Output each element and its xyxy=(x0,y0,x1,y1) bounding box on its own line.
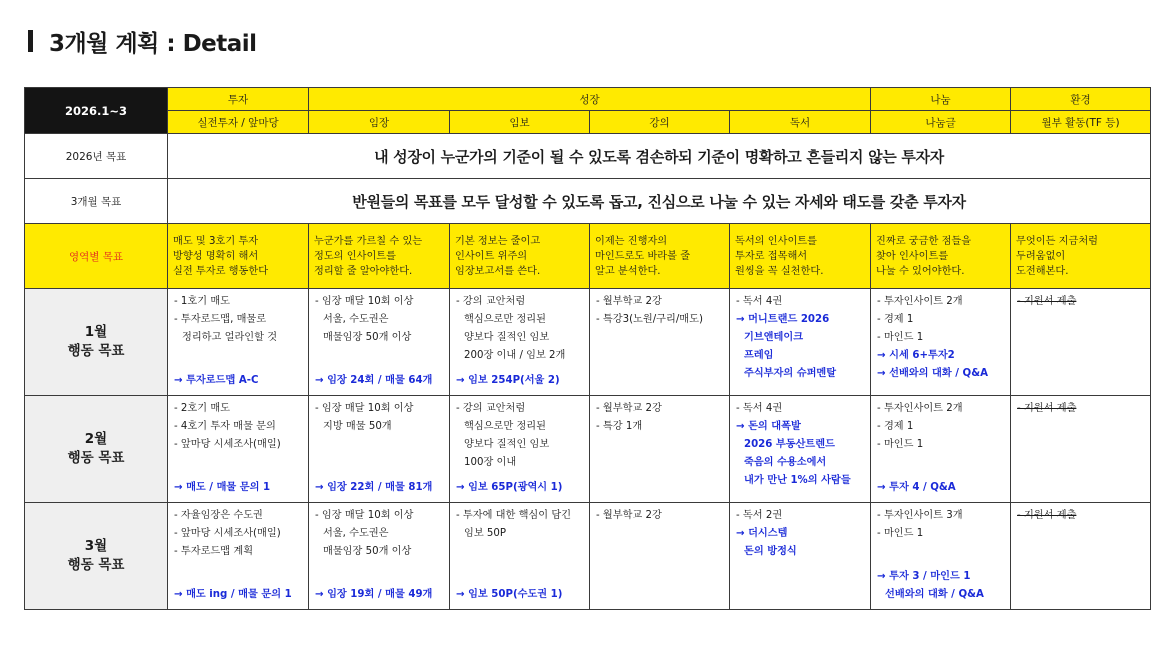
action-cell xyxy=(168,289,309,396)
area-goal-line: 찾아 인사이트를 xyxy=(876,250,949,262)
month-row-jan xyxy=(25,289,1151,396)
action-result-line: 내가 만난 1%의 사람들 xyxy=(744,475,851,486)
quarter-goal-label: 3개월 목표 xyxy=(25,179,168,224)
area-goal-line: 알고 분석한다. xyxy=(595,265,661,277)
action-line: - 강의 교안처럼 xyxy=(456,403,526,414)
action-cell xyxy=(1011,396,1151,503)
action-cell xyxy=(450,503,590,610)
action-cell xyxy=(730,503,871,610)
action-result: → 매도 / 매물 문의 1 xyxy=(174,482,271,493)
month-label-cell xyxy=(25,289,168,396)
action-line: - 1호기 매도 xyxy=(174,296,230,307)
subcategory-lecture: 강의 xyxy=(590,111,730,134)
area-goal-row xyxy=(25,224,1151,289)
action-line: - 투자인사이트 2개 xyxy=(877,403,963,414)
month-name: 3월 xyxy=(84,538,108,554)
action-line: 양보다 질적인 임보 xyxy=(464,439,550,450)
area-goal-cell xyxy=(1011,224,1151,289)
action-line: 핵심으로만 정리된 xyxy=(464,421,546,432)
action-line: - 특강3(노원/구리/매도) xyxy=(596,314,703,325)
area-goal-line: 도전해본다. xyxy=(1016,265,1069,277)
subcategory-sharing: 나눔글 xyxy=(871,111,1011,134)
action-result-line: 프레임 xyxy=(744,350,774,361)
month-label-cell xyxy=(25,396,168,503)
action-result-line: 기브앤테이크 xyxy=(744,332,804,343)
action-line: 핵심으로만 정리된 xyxy=(464,314,546,325)
month-name: 2월 xyxy=(84,431,108,447)
action-line: - 임장 매달 10회 이상 xyxy=(315,510,414,521)
area-goal-line: 독서의 인사이트를 xyxy=(735,235,817,247)
page-title: 3개월 계획 : Detail xyxy=(49,30,257,57)
month-row-feb xyxy=(25,396,1151,503)
action-cell xyxy=(450,396,590,503)
month-name: 1월 xyxy=(84,324,108,340)
action-line: - 투자에 대한 핵심이 담긴 xyxy=(456,510,572,521)
area-goal-line: 기본 정보는 줄이고 xyxy=(455,235,541,247)
action-line: - 경제 1 xyxy=(877,314,914,325)
action-line: - 마인드 1 xyxy=(877,332,924,343)
title-accent-bar xyxy=(28,30,33,52)
action-result: → 임보 50P(수도권 1) xyxy=(456,589,563,600)
action-result-block xyxy=(877,568,984,604)
action-line: - 마인드 1 xyxy=(877,439,924,450)
action-cell xyxy=(168,503,309,610)
action-result: → 임보 65P(광역시 1) xyxy=(456,482,563,493)
action-line: - 앞마당 시세조사(매일) xyxy=(174,439,281,450)
action-cell xyxy=(590,289,730,396)
action-line: - 강의 교안처럼 xyxy=(456,296,526,307)
action-line: - 2호기 매도 xyxy=(174,403,230,414)
action-cell xyxy=(871,503,1011,610)
action-result-line: → 머니트랜드 2026 xyxy=(736,314,830,325)
year-goal-label: 2026년 목표 xyxy=(25,134,168,179)
subcategory-imbo: 임보 xyxy=(450,111,590,134)
month-action-label: 행동 목표 xyxy=(67,343,125,359)
action-line: 임보 50P xyxy=(464,528,507,539)
month-row-mar xyxy=(25,503,1151,610)
action-cell xyxy=(1011,289,1151,396)
area-goal-line: 무엇이든 지금처럼 xyxy=(1016,235,1099,247)
area-goal-cell xyxy=(590,224,730,289)
action-result-line: 선배와의 대화 / Q&A xyxy=(885,589,984,600)
action-result-line: → 시세 6+투자2 xyxy=(877,350,955,361)
action-line: 정리하고 얼라인할 것 xyxy=(182,332,278,343)
area-goal-cell xyxy=(168,224,309,289)
action-line: - 지원서 제출 xyxy=(1017,296,1077,307)
action-cell xyxy=(168,396,309,503)
action-cell xyxy=(871,396,1011,503)
area-goal-line: 인사이트 위주의 xyxy=(455,250,528,262)
area-goal-cell xyxy=(309,224,450,289)
subcategory-activity: 월부 활동(TF 등) xyxy=(1011,111,1151,134)
action-line: - 월부학교 2강 xyxy=(596,403,662,414)
action-result-line: → 투자 3 / 마인드 1 xyxy=(877,571,971,582)
action-line: 서울, 수도권은 xyxy=(323,528,389,539)
subcategory-invest: 실전투자 / 앞마당 xyxy=(168,111,309,134)
action-result: → 투자로드맵 A-C xyxy=(174,375,259,386)
action-line: 매물임장 50개 이상 xyxy=(323,546,412,557)
area-goal-line: 나눌 수 있어야한다. xyxy=(876,265,965,277)
area-goal-line: 매도 및 3호기 투자 xyxy=(173,235,259,247)
year-goal-row xyxy=(25,134,1151,179)
action-cell xyxy=(309,503,450,610)
action-cell xyxy=(730,289,871,396)
action-cell xyxy=(871,289,1011,396)
action-line: - 월부학교 2강 xyxy=(596,296,662,307)
action-line: - 앞마당 시세조사(매일) xyxy=(174,528,281,539)
year-goal-text: 내 성장이 누군가의 기준이 될 수 있도록 겸손하되 기준이 명확하고 흔들리지 않는 투자자 xyxy=(168,134,1151,179)
action-line: - 투자로드맵, 매물로 xyxy=(174,314,267,325)
action-line: - 독서 4권 xyxy=(736,403,783,414)
area-goal-line: 임장보고서를 쓴다. xyxy=(455,265,541,277)
category-share: 나눔 xyxy=(871,88,1011,111)
action-line: - 독서 4권 xyxy=(736,296,783,307)
month-action-label: 행동 목표 xyxy=(67,450,125,466)
quarter-goal-text: 반원들의 목표를 모두 달성할 수 있도록 돕고, 진심으로 나눌 수 있는 자세와 태도를 갖춘 투자자 xyxy=(168,179,1151,224)
action-result-line: 죽음의 수용소에서 xyxy=(744,457,827,468)
area-goal-cell xyxy=(450,224,590,289)
action-line: - 마인드 1 xyxy=(877,528,924,539)
action-line: - 경제 1 xyxy=(877,421,914,432)
action-line: - 자율임장은 수도권 xyxy=(174,510,263,521)
action-line: - 투자로드맵 계획 xyxy=(174,546,254,557)
action-result: → 매도 ing / 매물 문의 1 xyxy=(174,589,292,600)
area-goal-label: 영역별 목표 xyxy=(25,224,168,289)
action-result-line: → 더시스템 xyxy=(736,528,788,539)
action-result: → 투자 4 / Q&A xyxy=(877,482,956,493)
action-line: - 월부학교 2강 xyxy=(596,510,662,521)
subcategory-row xyxy=(25,111,1151,134)
area-goal-line: 투자로 접목해서 xyxy=(735,250,808,262)
area-goal-line: 진짜로 궁금한 점들을 xyxy=(876,235,972,247)
action-line: - 투자인사이트 2개 xyxy=(877,296,963,307)
category-invest: 투자 xyxy=(168,88,309,111)
category-growth: 성장 xyxy=(309,88,871,111)
action-line: 200장 이내 / 임보 2개 xyxy=(464,350,566,361)
area-goal-line: 정리할 줄 알아야한다. xyxy=(314,265,413,277)
area-goal-line: 누군가를 가르칠 수 있는 xyxy=(314,235,423,247)
action-cell xyxy=(450,289,590,396)
action-line: - 임장 매달 10회 이상 xyxy=(315,296,414,307)
action-result: → 임장 24회 / 매물 64개 xyxy=(315,375,433,386)
action-cell xyxy=(590,503,730,610)
area-goal-cell xyxy=(871,224,1011,289)
action-line: - 특강 1개 xyxy=(596,421,643,432)
action-result-line: → 돈의 대폭발 xyxy=(736,421,801,432)
action-line: 양보다 질적인 임보 xyxy=(464,332,550,343)
area-goal-line: 방향성 명확히 해서 xyxy=(173,250,259,262)
action-line: - 투자인사이트 3개 xyxy=(877,510,963,521)
action-result: → 임보 254P(서울 2) xyxy=(456,375,560,386)
category-row xyxy=(25,88,1151,111)
area-goal-line: 이제는 진행자의 xyxy=(595,235,668,247)
action-result: → 임장 19회 / 매물 49개 xyxy=(315,589,433,600)
action-line: - 지원서 제출 xyxy=(1017,403,1077,414)
area-goal-line: 실전 투자로 행동한다 xyxy=(173,265,269,277)
page-header xyxy=(24,24,257,58)
action-line: 서울, 수도권은 xyxy=(323,314,389,325)
area-goal-line: 두려움없이 xyxy=(1016,250,1066,262)
area-goal-line: 정도의 인사이트를 xyxy=(314,250,396,262)
category-environment: 환경 xyxy=(1011,88,1151,111)
month-action-label: 행동 목표 xyxy=(67,557,125,573)
subcategory-reading: 독서 xyxy=(730,111,871,134)
action-cell xyxy=(730,396,871,503)
action-result-line: 2026 부동산트렌드 xyxy=(744,439,835,450)
action-result-line: 돈의 방정식 xyxy=(744,546,797,557)
action-line: 지방 매물 50개 xyxy=(323,421,392,432)
action-cell xyxy=(309,289,450,396)
area-goal-cell xyxy=(730,224,871,289)
action-line: - 독서 2권 xyxy=(736,510,783,521)
month-label-cell xyxy=(25,503,168,610)
plan-table xyxy=(24,87,1151,610)
action-line: - 임장 매달 10회 이상 xyxy=(315,403,414,414)
quarter-goal-row xyxy=(25,179,1151,224)
action-cell xyxy=(590,396,730,503)
action-line: 매물임장 50개 이상 xyxy=(323,332,412,343)
action-line: - 지원서 제출 xyxy=(1017,510,1077,521)
action-result-line: → 선배와의 대화 / Q&A xyxy=(877,368,988,379)
subcategory-imjang: 임장 xyxy=(309,111,450,134)
area-goal-line: 마인드로도 바라볼 줄 xyxy=(595,250,691,262)
action-line: - 4호기 투자 매물 문의 xyxy=(174,421,276,432)
period-cell: 2026.1~3 xyxy=(25,88,168,134)
action-line: 100장 이내 xyxy=(464,457,517,468)
action-result-line: 주식부자의 슈퍼멘탈 xyxy=(744,368,837,379)
area-goal-line: 원씽을 꼭 실천한다. xyxy=(735,265,824,277)
action-cell xyxy=(309,396,450,503)
action-result: → 임장 22회 / 매물 81개 xyxy=(315,482,433,493)
action-cell xyxy=(1011,503,1151,610)
